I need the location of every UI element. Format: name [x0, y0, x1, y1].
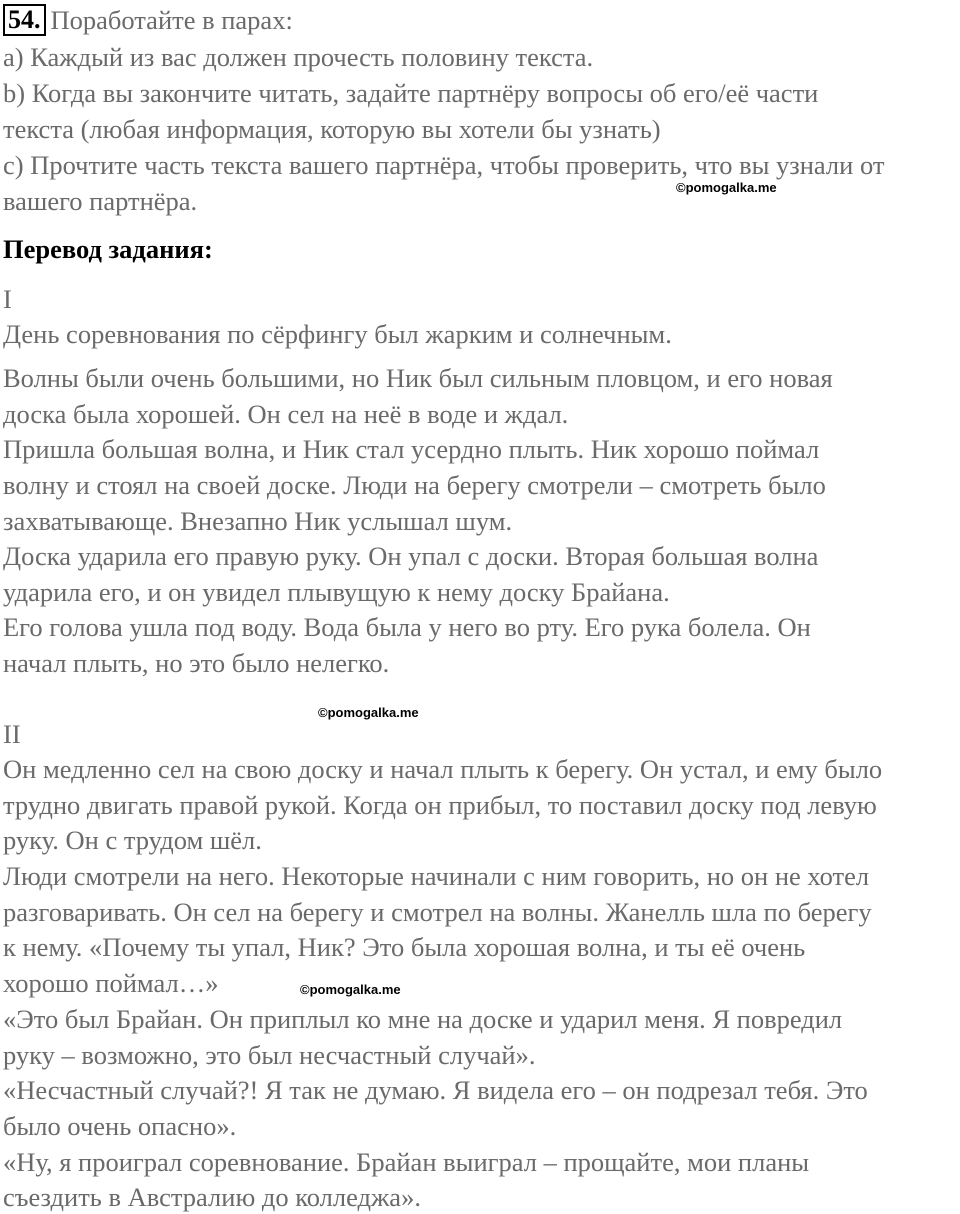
paragraph-line: разговаривать. Он сел на берегу и смотрел на волны. Жанелль шла по берегу	[3, 897, 872, 927]
task-item-b: b) Когда вы закончите читать, задайте партнёру вопросы об его/её части	[3, 78, 819, 108]
task-number-box: 54.	[3, 4, 46, 36]
watermark: ©pomogalka.me	[318, 705, 419, 720]
paragraph-line: «Это был Брайан. Он приплыл ко мне на доске и ударил меня. Я повредил	[3, 1004, 843, 1034]
part-1-numeral: I	[3, 284, 12, 314]
paragraph-line: хорошо поймал…»	[3, 968, 219, 998]
paragraph-line: «Ну, я проиграл соревнование. Брайан выиграл – прощайте, мои планы	[3, 1147, 810, 1177]
paragraph-line: к нему. «Почему ты упал, Ник? Это была хорошая волна, и ты её очень	[3, 932, 806, 962]
task-item-a: a) Каждый из вас должен прочесть половину текста.	[3, 42, 594, 72]
paragraph-line: волну и стоял на своей доске. Люди на берегу смотрели – смотреть было	[3, 470, 826, 500]
paragraph-line: руку – возможно, это был несчастный случай».	[3, 1040, 536, 1070]
paragraph-line: Его голова ушла под воду. Вода была у него во рту. Его рука болела. Он	[3, 612, 811, 642]
paragraph-line: «Несчастный случай?! Я так не думаю. Я видела его – он подрезал тебя. Это	[3, 1075, 868, 1105]
task-item-c: c) Прочтите часть текста вашего партнёра, чтобы проверить, что вы узнали от	[3, 150, 885, 180]
paragraph-line: ударила его, и он увидел плывущую к нему доску Брайана.	[3, 577, 670, 607]
task-instruction-line	[3, 3, 293, 37]
paragraph-line: Пришла большая волна, и Ник стал усердно плыть. Ник хорошо поймал	[3, 434, 820, 464]
paragraph-line: Он медленно сел на свою доску и начал плыть к берегу. Он устал, и ему было	[3, 754, 883, 784]
part-2-numeral: II	[3, 719, 21, 749]
paragraph-line: доска была хорошей. Он сел на неё в воде и ждал.	[3, 399, 569, 429]
paragraph-line: Люди смотрели на него. Некоторые начинали с ним говорить, но он не хотел	[3, 861, 870, 891]
paragraph-line: захватывающе. Внезапно Ник услышал шум.	[3, 506, 513, 536]
paragraph-line: руку. Он с трудом шёл.	[3, 825, 262, 855]
watermark: ©pomogalka.me	[676, 180, 777, 195]
translation-heading: Перевод задания:	[3, 234, 213, 264]
paragraph-line: съездить в Австралию до колледжа».	[3, 1182, 421, 1212]
watermark: ©pomogalka.me	[300, 982, 401, 997]
paragraph-line: День соревнования по сёрфингу был жарким и солнечным.	[3, 319, 672, 349]
task-item-b-continued: текста (любая информация, которую вы хотели бы узнать)	[3, 114, 661, 144]
paragraph-line: Доска ударила его правую руку. Он упал с доски. Вторая большая волна	[3, 541, 819, 571]
paragraph-line: трудно двигать правой рукой. Когда он прибыл, то поставил доску под левую	[3, 790, 877, 820]
paragraph-line: было очень опасно».	[3, 1111, 237, 1141]
task-item-c-continued: вашего партнёра.	[3, 186, 198, 216]
task-instruction: Поработайте в парах:	[50, 5, 293, 35]
paragraph-line: Волны были очень большими, но Ник был сильным пловцом, и его новая	[3, 363, 833, 393]
paragraph-line: начал плыть, но это было нелегко.	[3, 648, 390, 678]
